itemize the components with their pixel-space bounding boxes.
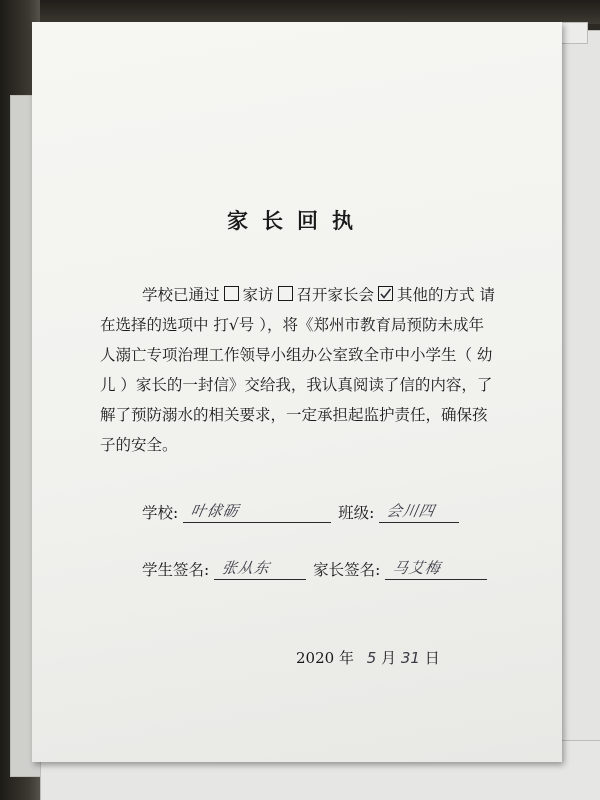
student-signature-handwriting: 张从东 xyxy=(220,559,272,577)
school-label: 学校: xyxy=(142,504,179,522)
option-note: 请 xyxy=(479,286,496,304)
paragraph-line: 人溺亡专项治理工作领导小组办公室致全市中小学生（ 幼 xyxy=(100,346,493,364)
date-month: 5 xyxy=(366,649,377,667)
class-label: 班级: xyxy=(338,504,375,522)
student-signature-label: 学生签名: xyxy=(142,561,210,579)
date-day: 31 xyxy=(400,649,420,667)
checkbox-other-method[interactable] xyxy=(378,286,393,301)
paragraph-line: 儿 ）家长的一封信》交给我，我认真阅读了信的内容，了 xyxy=(100,376,493,394)
date-year-unit: 年 xyxy=(338,649,354,667)
signature-row xyxy=(142,558,487,580)
paragraph-line: 在选择的选项中 打√号 ），将《郑州市教育局预防未成年 xyxy=(100,316,484,334)
date-year: 2020 xyxy=(296,649,335,667)
intro-text: 学校已通过 xyxy=(142,286,220,304)
option-parent-meeting: 召开家长会 xyxy=(296,286,375,304)
parent-signature-label: 家长签名: xyxy=(313,561,381,579)
receipt-paper xyxy=(32,22,562,762)
date-row xyxy=(296,647,440,668)
class-handwriting: 会川四 xyxy=(385,502,437,520)
checkmark-icon xyxy=(379,287,392,300)
checkbox-home-visit[interactable] xyxy=(224,286,239,301)
parent-signature-handwriting: 马艾梅 xyxy=(391,559,443,577)
school-handwriting: 叶俅砺 xyxy=(189,502,241,520)
option-home-visit: 家访 xyxy=(242,286,274,304)
school-class-row xyxy=(142,501,459,523)
background-top xyxy=(0,0,600,24)
class-field[interactable] xyxy=(379,502,459,523)
school-field[interactable] xyxy=(183,502,331,523)
receipt-paragraph xyxy=(100,280,530,460)
student-signature-field[interactable] xyxy=(214,559,306,580)
option-other-method: 其他的方式 xyxy=(397,286,475,304)
date-day-unit: 日 xyxy=(424,649,440,667)
date-month-unit: 月 xyxy=(381,649,397,667)
paragraph-line: 子的安全。 xyxy=(100,436,178,454)
document-title: 家长回执 xyxy=(227,208,367,233)
checkbox-parent-meeting[interactable] xyxy=(278,286,293,301)
paragraph-line: 解了预防溺水的相关要求，一定承担起监护责任，确保孩 xyxy=(100,406,488,424)
parent-signature-field[interactable] xyxy=(385,559,487,580)
